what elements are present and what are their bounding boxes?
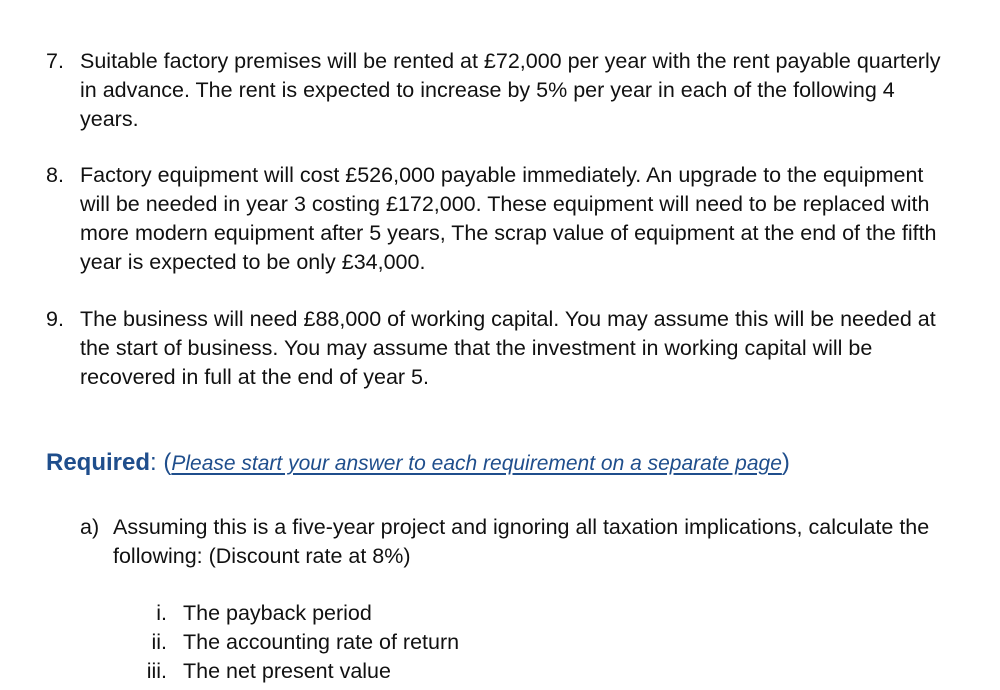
subitem-npv xyxy=(112,657,712,686)
requirement-text: Assuming this is a five-year project and ignoring all taxation implications, calculate the following: (Discount rate at 8%) xyxy=(113,515,930,568)
requirement-a xyxy=(80,513,940,571)
subitem-numeral: i. xyxy=(156,601,167,625)
required-note: Please start your answer to each requirement on a separate page xyxy=(171,452,782,475)
subitem-payback xyxy=(112,599,712,628)
required-heading xyxy=(46,446,790,481)
list-item-8 xyxy=(46,161,946,277)
required-label: Required xyxy=(46,449,151,476)
requirement-number: a) xyxy=(80,515,100,539)
requirement-subitems xyxy=(112,599,712,686)
item-text: Suitable factory premises will be rented at £72,000 per year with the rent payable quarterly in advance. The rent is expected to increase by 5% per year in each of the following 4 years. xyxy=(80,49,941,131)
subitem-text: The accounting rate of return xyxy=(183,630,460,654)
list-item-9 xyxy=(46,305,946,392)
item-number: 8. xyxy=(46,163,64,187)
subitem-numeral: ii. xyxy=(151,630,167,654)
subitem-numeral: iii. xyxy=(146,659,167,683)
subitem-arr xyxy=(112,628,712,657)
subitem-text: The net present value xyxy=(183,659,391,683)
open-paren: ( xyxy=(163,449,172,476)
required-colon: : xyxy=(150,449,164,476)
item-number: 9. xyxy=(46,307,64,331)
close-paren: ) xyxy=(781,449,790,476)
item-text: The business will need £88,000 of working capital. You may assume this will be needed at the start of business. You may assume that the investment in working capital will be recovered in full at the end of year 5. xyxy=(80,307,936,389)
item-number: 7. xyxy=(46,49,64,73)
list-item-7 xyxy=(46,47,946,134)
item-text: Factory equipment will cost £526,000 payable immediately. An upgrade to the equipment will be needed in year 3 costing £172,000. These equipment will need to be replaced with more modern equipment after 5 years, The scrap value of equipment at the end of the fifth year is expected to be only £34,000. xyxy=(80,163,937,274)
subitem-text: The payback period xyxy=(183,601,372,625)
